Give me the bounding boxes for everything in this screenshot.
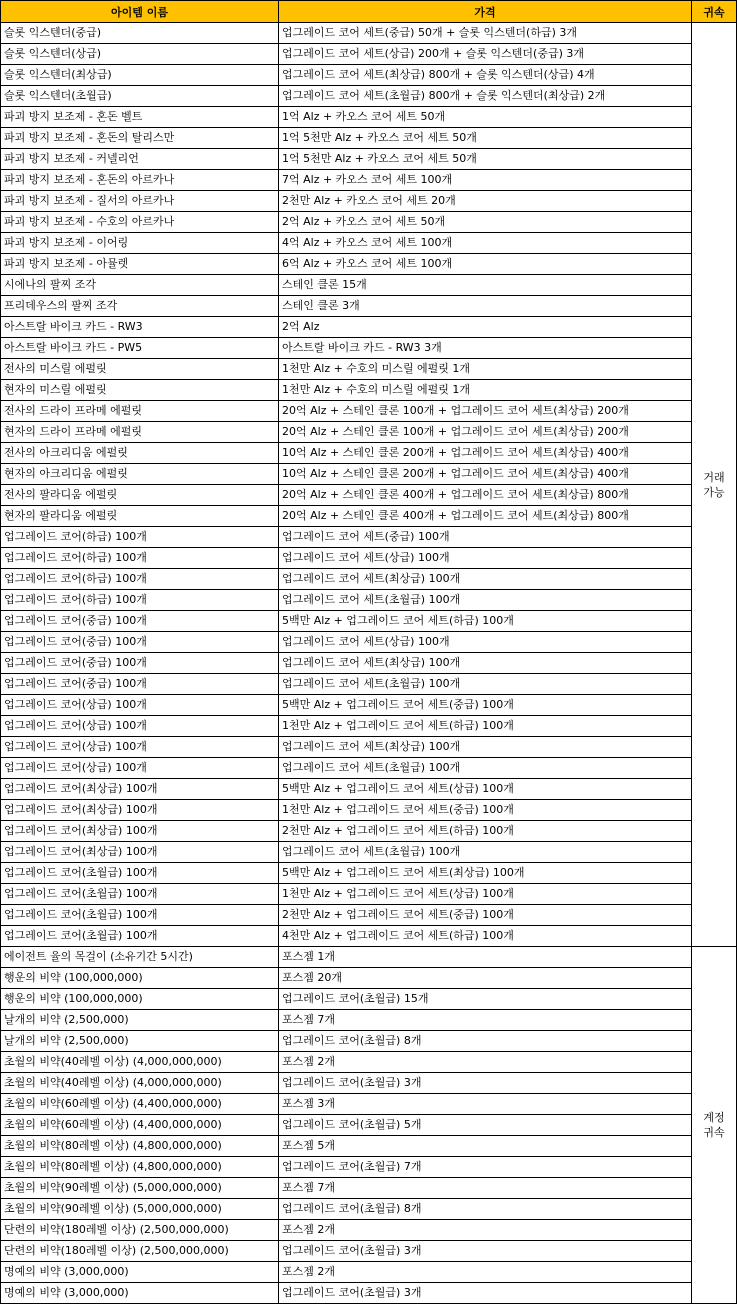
item-name-cell: 단련의 비약(180레벨 이상) (2,500,000,000) — [1, 1220, 279, 1241]
price-cell: 5백만 Alz + 업그레이드 코어 세트(중급) 100개 — [279, 695, 692, 716]
item-name-cell: 업그레이드 코어(상급) 100개 — [1, 695, 279, 716]
item-name-cell: 업그레이드 코어(최상급) 100개 — [1, 842, 279, 863]
item-name-cell: 초월의 비약(90레벨 이상) (5,000,000,000) — [1, 1199, 279, 1220]
item-name-cell: 에이전트 율의 목걸이 (소유기간 5시간) — [1, 947, 279, 968]
table-row — [1, 1073, 737, 1094]
table-row — [1, 86, 737, 107]
item-name-cell: 업그레이드 코어(중급) 100개 — [1, 632, 279, 653]
price-cell: 6억 Alz + 카오스 코어 세트 100개 — [279, 254, 692, 275]
table-row — [1, 968, 737, 989]
price-cell: 20억 Alz + 스테인 클론 100개 + 업그레이드 코어 세트(최상급) 200개 — [279, 422, 692, 443]
table-row — [1, 905, 737, 926]
item-name-cell: 전사의 아크리디움 에펄릿 — [1, 443, 279, 464]
table-row — [1, 149, 737, 170]
item-name-cell: 아스트랄 바이크 카드 - RW3 — [1, 317, 279, 338]
table-row — [1, 590, 737, 611]
table-row — [1, 338, 737, 359]
item-name-cell: 파괴 방지 보조제 - 아뮬렛 — [1, 254, 279, 275]
header-row — [1, 1, 737, 23]
table-row — [1, 1178, 737, 1199]
price-cell: 업그레이드 코어 세트(최상급) 800개 + 슬롯 익스텐더(상급) 4개 — [279, 65, 692, 86]
table-row — [1, 1283, 737, 1304]
table-row — [1, 275, 737, 296]
price-cell: 스테인 클론 15개 — [279, 275, 692, 296]
table-row — [1, 758, 737, 779]
table-row — [1, 1052, 737, 1073]
item-name-cell: 파괴 방지 보조제 - 이어링 — [1, 233, 279, 254]
table-row — [1, 1115, 737, 1136]
table-row — [1, 1031, 737, 1052]
price-cell: 4천만 Alz + 업그레이드 코어 세트(하급) 100개 — [279, 926, 692, 947]
table-row — [1, 44, 737, 65]
price-cell: 2천만 Alz + 업그레이드 코어 세트(중급) 100개 — [279, 905, 692, 926]
binding-cell: 거래 가능 — [692, 23, 737, 947]
table-row — [1, 779, 737, 800]
price-cell: 2억 Alz + 카오스 코어 세트 50개 — [279, 212, 692, 233]
table-row — [1, 989, 737, 1010]
price-cell: 업그레이드 코어 세트(초월급) 800개 + 슬롯 익스텐더(최상급) 2개 — [279, 86, 692, 107]
item-name-cell: 업그레이드 코어(초월급) 100개 — [1, 905, 279, 926]
price-cell: 업그레이드 코어(초월급) 15개 — [279, 989, 692, 1010]
price-cell: 업그레이드 코어 세트(상급) 100개 — [279, 632, 692, 653]
table-row — [1, 296, 737, 317]
table-row — [1, 233, 737, 254]
table-row — [1, 464, 737, 485]
item-name-cell: 업그레이드 코어(중급) 100개 — [1, 674, 279, 695]
price-cell: 1천만 Alz + 업그레이드 코어 세트(상급) 100개 — [279, 884, 692, 905]
price-cell: 1천만 Alz + 업그레이드 코어 세트(중급) 100개 — [279, 800, 692, 821]
item-name-cell: 날개의 비약 (2,500,000) — [1, 1031, 279, 1052]
price-cell: 업그레이드 코어 세트(초월급) 100개 — [279, 590, 692, 611]
item-name-cell: 파괴 방지 보조제 - 질서의 아르카나 — [1, 191, 279, 212]
item-name-cell: 파괴 방지 보조제 - 혼돈 벨트 — [1, 107, 279, 128]
item-name-cell: 업그레이드 코어(상급) 100개 — [1, 737, 279, 758]
price-cell: 포스젬 2개 — [279, 1220, 692, 1241]
price-cell: 1억 5천만 Alz + 카오스 코어 세트 50개 — [279, 149, 692, 170]
table-row — [1, 842, 737, 863]
price-cell: 업그레이드 코어(초월급) 3개 — [279, 1283, 692, 1304]
table-row — [1, 821, 737, 842]
price-cell: 업그레이드 코어 세트(상급) 200개 + 슬롯 익스텐더(중급) 3개 — [279, 44, 692, 65]
item-name-cell: 명예의 비약 (3,000,000) — [1, 1262, 279, 1283]
item-name-cell: 초월의 비약(60레벨 이상) (4,400,000,000) — [1, 1115, 279, 1136]
item-name-cell: 전사의 미스릴 에펄릿 — [1, 359, 279, 380]
table-row — [1, 926, 737, 947]
table-row — [1, 191, 737, 212]
table-row — [1, 359, 737, 380]
price-cell: 업그레이드 코어 세트(중급) 100개 — [279, 527, 692, 548]
table-row — [1, 170, 737, 191]
table-row — [1, 1094, 737, 1115]
item-name-cell: 업그레이드 코어(상급) 100개 — [1, 758, 279, 779]
item-name-cell: 초월의 비약(60레벨 이상) (4,400,000,000) — [1, 1094, 279, 1115]
table-row — [1, 569, 737, 590]
price-cell: 업그레이드 코어(초월급) 3개 — [279, 1073, 692, 1094]
item-name-cell: 프리데우스의 팔찌 조각 — [1, 296, 279, 317]
price-cell: 2천만 Alz + 업그레이드 코어 세트(하급) 100개 — [279, 821, 692, 842]
item-name-cell: 초월의 비약(80레벨 이상) (4,800,000,000) — [1, 1136, 279, 1157]
item-name-cell: 전사의 드라이 프라메 에펄릿 — [1, 401, 279, 422]
price-cell: 업그레이드 코어 세트(초월급) 100개 — [279, 758, 692, 779]
item-name-cell: 업그레이드 코어(최상급) 100개 — [1, 779, 279, 800]
price-cell: 포스젬 2개 — [279, 1262, 692, 1283]
price-cell: 업그레이드 코어 세트(초월급) 100개 — [279, 674, 692, 695]
table-row — [1, 422, 737, 443]
item-name-cell: 업그레이드 코어(중급) 100개 — [1, 611, 279, 632]
price-cell: 2억 Alz — [279, 317, 692, 338]
table-row — [1, 1010, 737, 1031]
price-cell: 1억 Alz + 카오스 코어 세트 50개 — [279, 107, 692, 128]
table-row — [1, 443, 737, 464]
item-name-cell: 현자의 팔라디움 에펄릿 — [1, 506, 279, 527]
table-row — [1, 23, 737, 44]
table-row — [1, 653, 737, 674]
table-row — [1, 863, 737, 884]
item-name-cell: 아스트랄 바이크 카드 - PW5 — [1, 338, 279, 359]
item-name-cell: 슬롯 익스텐더(중급) — [1, 23, 279, 44]
item-name-cell: 업그레이드 코어(하급) 100개 — [1, 590, 279, 611]
table-row — [1, 128, 737, 149]
table-row — [1, 695, 737, 716]
item-name-cell: 업그레이드 코어(초월급) 100개 — [1, 863, 279, 884]
price-cell: 5백만 Alz + 업그레이드 코어 세트(상급) 100개 — [279, 779, 692, 800]
item-name-cell: 업그레이드 코어(최상급) 100개 — [1, 821, 279, 842]
table-row — [1, 506, 737, 527]
item-name-cell: 행운의 비약 (100,000,000) — [1, 968, 279, 989]
price-cell: 5백만 Alz + 업그레이드 코어 세트(하급) 100개 — [279, 611, 692, 632]
item-name-cell: 업그레이드 코어(하급) 100개 — [1, 569, 279, 590]
price-cell: 업그레이드 코어 세트(중급) 50개 + 슬롯 익스텐더(하급) 3개 — [279, 23, 692, 44]
item-name-cell: 슬롯 익스텐더(초월급) — [1, 86, 279, 107]
item-name-cell: 날개의 비약 (2,500,000) — [1, 1010, 279, 1031]
price-cell: 7억 Alz + 카오스 코어 세트 100개 — [279, 170, 692, 191]
table-row — [1, 716, 737, 737]
item-name-cell: 시에나의 팔찌 조각 — [1, 275, 279, 296]
price-cell: 업그레이드 코어 세트(최상급) 100개 — [279, 569, 692, 590]
item-name-cell: 초월의 비약(40레벨 이상) (4,000,000,000) — [1, 1052, 279, 1073]
item-name-cell: 슬롯 익스텐더(최상급) — [1, 65, 279, 86]
price-cell: 포스젬 7개 — [279, 1178, 692, 1199]
price-cell: 업그레이드 코어 세트(상급) 100개 — [279, 548, 692, 569]
price-cell: 20억 Alz + 스테인 클론 400개 + 업그레이드 코어 세트(최상급) 800개 — [279, 506, 692, 527]
item-name-cell: 업그레이드 코어(초월급) 100개 — [1, 884, 279, 905]
price-cell: 포스젬 2개 — [279, 1052, 692, 1073]
price-cell: 1천만 Alz + 수호의 미스릴 에펄릿 1개 — [279, 380, 692, 401]
table-row — [1, 212, 737, 233]
item-name-cell: 업그레이드 코어(최상급) 100개 — [1, 800, 279, 821]
table-row — [1, 632, 737, 653]
item-name-cell: 슬롯 익스텐더(상급) — [1, 44, 279, 65]
table-row — [1, 485, 737, 506]
price-cell: 업그레이드 코어(초월급) 5개 — [279, 1115, 692, 1136]
price-cell: 업그레이드 코어 세트(초월급) 100개 — [279, 842, 692, 863]
price-cell: 10억 Alz + 스테인 클론 200개 + 업그레이드 코어 세트(최상급) 400개 — [279, 443, 692, 464]
table-row — [1, 401, 737, 422]
price-cell: 1천만 Alz + 업그레이드 코어 세트(하급) 100개 — [279, 716, 692, 737]
price-cell: 업그레이드 코어(초월급) 8개 — [279, 1199, 692, 1220]
price-cell: 포스젬 3개 — [279, 1094, 692, 1115]
item-name-cell: 초월의 비약(80레벨 이상) (4,800,000,000) — [1, 1157, 279, 1178]
binding-cell: 계정 귀속 — [692, 947, 737, 1304]
table-row — [1, 1199, 737, 1220]
item-name-cell: 단련의 비약(180레벨 이상) (2,500,000,000) — [1, 1241, 279, 1262]
table-row — [1, 65, 737, 86]
table-row — [1, 611, 737, 632]
price-cell: 업그레이드 코어(초월급) 7개 — [279, 1157, 692, 1178]
price-cell: 포스젬 20개 — [279, 968, 692, 989]
item-name-cell: 초월의 비약(90레벨 이상) (5,000,000,000) — [1, 1178, 279, 1199]
table-row — [1, 674, 737, 695]
table-row — [1, 1241, 737, 1262]
price-cell: 2천만 Alz + 카오스 코어 세트 20개 — [279, 191, 692, 212]
item-name-cell: 명예의 비약 (3,000,000) — [1, 1283, 279, 1304]
table-row — [1, 1157, 737, 1178]
price-cell: 5백만 Alz + 업그레이드 코어 세트(최상급) 100개 — [279, 863, 692, 884]
item-name-cell: 파괴 방지 보조제 - 혼돈의 아르카나 — [1, 170, 279, 191]
price-cell: 10억 Alz + 스테인 클론 200개 + 업그레이드 코어 세트(최상급) 400개 — [279, 464, 692, 485]
table-row — [1, 800, 737, 821]
item-name-cell: 파괴 방지 보조제 - 수호의 아르카나 — [1, 212, 279, 233]
item-name-cell: 업그레이드 코어(상급) 100개 — [1, 716, 279, 737]
table-row — [1, 947, 737, 968]
price-cell: 포스젬 5개 — [279, 1136, 692, 1157]
item-name-cell: 업그레이드 코어(하급) 100개 — [1, 527, 279, 548]
price-cell: 업그레이드 코어(초월급) 8개 — [279, 1031, 692, 1052]
item-name-cell: 현자의 아크리디움 에펄릿 — [1, 464, 279, 485]
item-name-cell: 파괴 방지 보조제 - 커넬리언 — [1, 149, 279, 170]
price-cell: 1천만 Alz + 수호의 미스릴 에펄릿 1개 — [279, 359, 692, 380]
header-binding: 귀속 — [692, 1, 737, 23]
table-row — [1, 1262, 737, 1283]
table-row — [1, 107, 737, 128]
table-row — [1, 527, 737, 548]
price-cell: 20억 Alz + 스테인 클론 100개 + 업그레이드 코어 세트(최상급) 200개 — [279, 401, 692, 422]
table-row — [1, 317, 737, 338]
item-name-cell: 업그레이드 코어(하급) 100개 — [1, 548, 279, 569]
table-row — [1, 1136, 737, 1157]
header-price: 가격 — [279, 1, 692, 23]
item-name-cell: 행운의 비약 (100,000,000) — [1, 989, 279, 1010]
price-cell: 업그레이드 코어 세트(최상급) 100개 — [279, 737, 692, 758]
item-name-cell: 파괴 방지 보조제 - 혼돈의 탈리스만 — [1, 128, 279, 149]
price-cell: 4억 Alz + 카오스 코어 세트 100개 — [279, 233, 692, 254]
price-cell: 1억 5천만 Alz + 카오스 코어 세트 50개 — [279, 128, 692, 149]
table-row — [1, 254, 737, 275]
price-cell: 20억 Alz + 스테인 클론 400개 + 업그레이드 코어 세트(최상급) 800개 — [279, 485, 692, 506]
item-name-cell: 업그레이드 코어(중급) 100개 — [1, 653, 279, 674]
item-name-cell: 현자의 드라이 프라메 에펄릿 — [1, 422, 279, 443]
table-row — [1, 884, 737, 905]
price-cell: 아스트랄 바이크 카드 - RW3 3개 — [279, 338, 692, 359]
header-item-name: 아이템 이름 — [1, 1, 279, 23]
table-row — [1, 548, 737, 569]
price-cell: 업그레이드 코어 세트(최상급) 100개 — [279, 653, 692, 674]
table-body — [1, 23, 737, 1304]
table-row — [1, 1220, 737, 1241]
item-name-cell: 초월의 비약(40레벨 이상) (4,000,000,000) — [1, 1073, 279, 1094]
item-name-cell: 현자의 미스릴 에펄릿 — [1, 380, 279, 401]
price-cell: 포스젬 1개 — [279, 947, 692, 968]
price-cell: 포스젬 7개 — [279, 1010, 692, 1031]
table-row — [1, 380, 737, 401]
price-cell: 스테인 클론 3개 — [279, 296, 692, 317]
price-cell: 업그레이드 코어(초월급) 3개 — [279, 1241, 692, 1262]
item-name-cell: 전사의 팔라디움 에펄릿 — [1, 485, 279, 506]
item-name-cell: 업그레이드 코어(초월급) 100개 — [1, 926, 279, 947]
table-row — [1, 737, 737, 758]
